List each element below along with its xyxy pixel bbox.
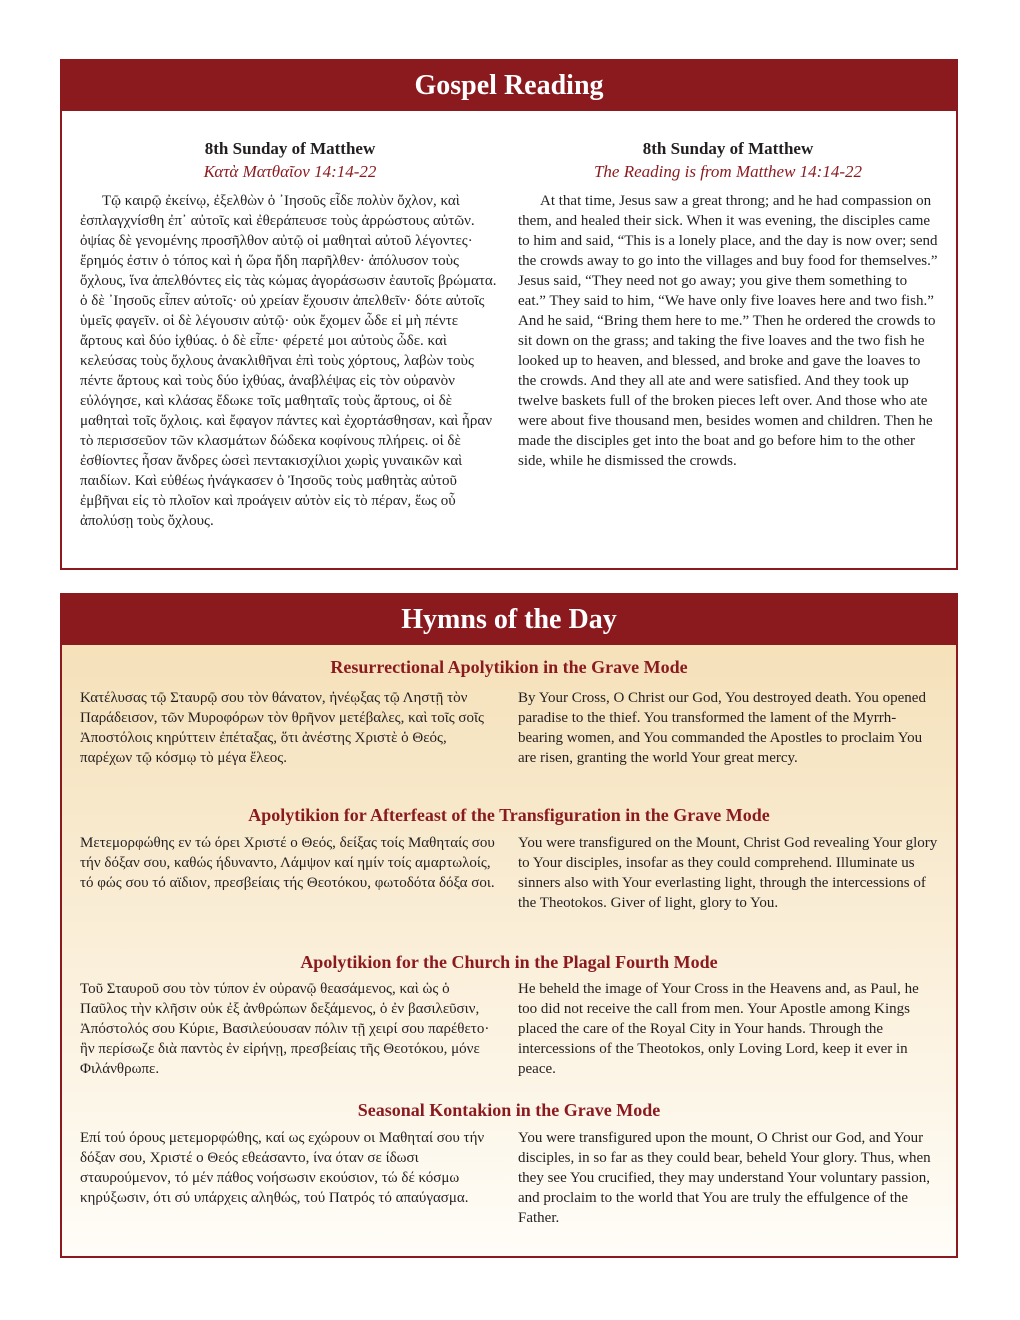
hymns-panel xyxy=(60,593,958,1258)
hymn-columns xyxy=(80,833,938,913)
hymn-greek-text: Τοῦ Σταυροῦ σου τὸν τύπον ἐν οὐρανῷ θεασάμενος, καὶ ὡς ὁ Παῦλος τὴν κλῆσιν οὐκ ἐξ ἀνθρώπων δεξάμενος, ὁ ἐν βασιλεῦσιν, Ἀπόστολός σου Κύριε, Βασιλεύουσαν πόλιν τῇ χειρί σου παρέθετο· ἣν περίσωζε διὰ παντὸς ἐν εἰρήνῃ, πρεσβείαις τῆς Θεοτόκου, μόνε Φιλάνθρωπε. xyxy=(80,981,490,1077)
gospel-english-text: At that time, Jesus saw a great throng; and he had compassion on them, and healed their sick. When it was evening, the disciples came to him and said, “This is a lonely place, and the day is now over; send the crowds away to go into the villages and buy food for themselves.” Jesus said, “They need not go away; you give them something to eat.” They said to him, “We have only five loaves here and two fish.” And he said, “Bring them here to me.” Then he ordered the crowds to sit down on the grass; and taking the five loaves and the two fish he looked up to heaven, and blessed, and broke and gave the loaves to the crowds. And they all ate and were satisfied. And they took up twelve baskets full of the broken pieces left over. And those who ate were about five thousand men, besides women and children. Then he made the disciples get into the boat and go before him to the other side, while he dismissed the crowds. xyxy=(518,193,938,469)
hymn-greek-text: Κατέλυσας τῷ Σταυρῷ σου τὸν θάνατον, ἠνέῳξας τῷ Ληστῇ τὸν Παράδεισον, τῶν Μυροφόρων τὸν θρῆνον μετέβαλες, καὶ τοῖς σοῖς Ἀποστόλοις κηρύττειν ἐπέταξας, ὅτι ἀνέστης Χριστὲ ὁ Θεός, παρέχων τῷ κόσμῳ τὸ μέγα ἔλεος. xyxy=(80,690,484,766)
gospel-reading-header: Gospel Reading xyxy=(62,61,956,111)
gospel-greek-title: 8th Sunday of Matthew xyxy=(204,139,376,158)
hymn-english-text: He beheld the image of Your Cross in the Heavens and, as Paul, he too did not receive the call from men. Your Apostle among Kings placed the care of the Royal City in Your hands. Through the intercessions of the Theotokos, only Loving Lord, keep it ever in peace. xyxy=(518,981,919,1077)
hymn-english-text: By Your Cross, O Christ our God, You destroyed death. You opened paradise to the thief. You transformed the lament of the Myrrh-bearing women, and You commanded the Apostles to proclaim You are risen, granting the world Your great mercy. xyxy=(518,690,926,766)
gospel-english-heading xyxy=(518,137,938,183)
hymn-title: Seasonal Kontakion in the Grave Mode xyxy=(357,1100,661,1120)
hymn-columns xyxy=(80,1128,938,1228)
hymn-title: Apolytikion for Afterfeast of the Transfiguration in the Grave Mode xyxy=(248,805,770,825)
gospel-english-title: 8th Sunday of Matthew xyxy=(642,139,814,158)
gospel-greek-text: Τῷ καιρῷ ἐκείνῳ, ἐξελθὼν ὁ ᾿Ιησοῦς εἶδε πολὺν ὄχλον, καὶ ἐσπλαγχνίσθη ἐπ᾿ αὐτοῖς καὶ ἐθεράπευσε τοὺς ἀρρώστους αὐτῶν. ὀψίας δὲ γενομένης προσῆλθον αὐτῷ οἱ μαθηταὶ αὐτοῦ λέγοντες· ἔρημός ἐστιν ὁ τόπος καὶ ἡ ὥρα ἤδη παρῆλθεν· ἀπόλυσον τοὺς ὄχλους, ἵνα ἀπελθόντες εἰς τὰς κώμας ἀγοράσωσιν ἑαυτοῖς βρώματα. ὁ δὲ ᾿Ιησοῦς εἶπεν αὐτοῖς· οὐ χρείαν ἔχουσιν ἀπελθεῖν· δότε αὐτοῖς ὑμεῖς φαγεῖν. οἱ δὲ λέγουσιν αὐτῷ· οὐκ ἔχομεν ὧδε εἰ μὴ πέντε ἄρτους καὶ δύο ἰχθύας. ὁ δὲ εἶπε· φέρετέ μοι αὐτοὺς ὧδε. καὶ κελεύσας τοὺς ὄχλους ἀνακλιθῆναι ἐπὶ τοὺς χόρτους, λαβὼν τοὺς πέντε ἄρτους καὶ τοὺς δύο ἰχθύας, ἀναβλέψας εἰς τὸν οὐρανὸν εὐλόγησε, καὶ κλάσας ἔδωκε τοῖς μαθηταῖς τοὺς ἄρτους, οἱ δὲ μαθηταὶ τοῖς ὄχλοις. καὶ ἔφαγον πάντες καὶ ἐχορτάσθησαν, καὶ ἦραν τὸ περισσεῦον τῶν κλασμάτων δώδεκα κοφίνους πλήρεις. οἱ δὲ ἐσθίοντες ἦσαν ἄνδρες ὡσεὶ πεντακισχίλιοι χωρὶς γυναικῶν καὶ παιδίων. Καὶ εὐθέως ἠνάγκασεν ὁ Ἰησοῦς τοὺς μαθητὰς αὐτοῦ ἐμβῆναι εἰς τὸ πλοῖον καὶ προάγειν αὐτὸν εἰς τὸ πέραν, ἕως οὗ ἀπολύσῃ τοὺς ὄχλους. xyxy=(80,193,497,529)
hymn-english-text: You were transfigured upon the mount, O Christ our God, and Your disciples, in so far as they could bear, beheld Your glory. Thus, when they see You crucified, they may understand Your voluntary passion, and proclaim to the world that You are truly the effulgence of the Father. xyxy=(518,1130,931,1226)
hymn-english-text: You were transfigured on the Mount, Christ God revealing Your glory to Your disciples, insofar as they could comprehend. Illuminate us sinners also with Your everlasting light, through the intercessions of the Theotokos. Giver of light, glory to You. xyxy=(518,835,938,911)
hymn-columns xyxy=(80,979,938,1079)
gospel-reading-panel xyxy=(60,59,958,570)
hymn-greek-text: Επί τού όρους μετεμορφώθης, καί ως εχώρουν οι Μαθηταί σου τήν δόξαν σου, Χριστέ ο Θεός εθεάσαντο, ίνα όταν σε ίδωσι σταυρούμενον, τό μέν πάθος νοήσωσιν εκούσιον, τώ δέ κόσμω κηρύξωσιν, ότι σύ υπάρχεις αληθώς, τού Πατρός τό απαύγασμα. xyxy=(80,1130,485,1206)
hymn-greek-text: Μετεμορφώθης εν τώ όρει Χριστέ ο Θεός, δείξας τοίς Μαθηταίς σου τήν δόξαν σου, καθώς ήδυναντο, Λάμψον καί ημίν τοίς αμαρτωλοίς, τό φώς σου τό αϊδιον, πρεσβείαις τής Θεοτόκου, φωτοδότα δόξα σοι. xyxy=(80,835,495,891)
hymn-columns xyxy=(80,688,938,768)
hymns-header: Hymns of the Day xyxy=(62,595,956,645)
gospel-columns xyxy=(80,137,938,531)
gospel-greek-heading xyxy=(80,137,500,183)
hymn-title: Apolytikion for the Church in the Plagal Fourth Mode xyxy=(300,952,718,972)
gospel-english-reference: The Reading is from Matthew 14:14-22 xyxy=(593,162,863,181)
gospel-greek-reference: Κατὰ Ματθαῖον 14:14-22 xyxy=(203,162,377,181)
gospel-greek-column xyxy=(80,137,500,531)
gospel-english-column xyxy=(518,137,938,531)
hymn-title: Resurrectional Apolytikion in the Grave Mode xyxy=(330,657,688,677)
